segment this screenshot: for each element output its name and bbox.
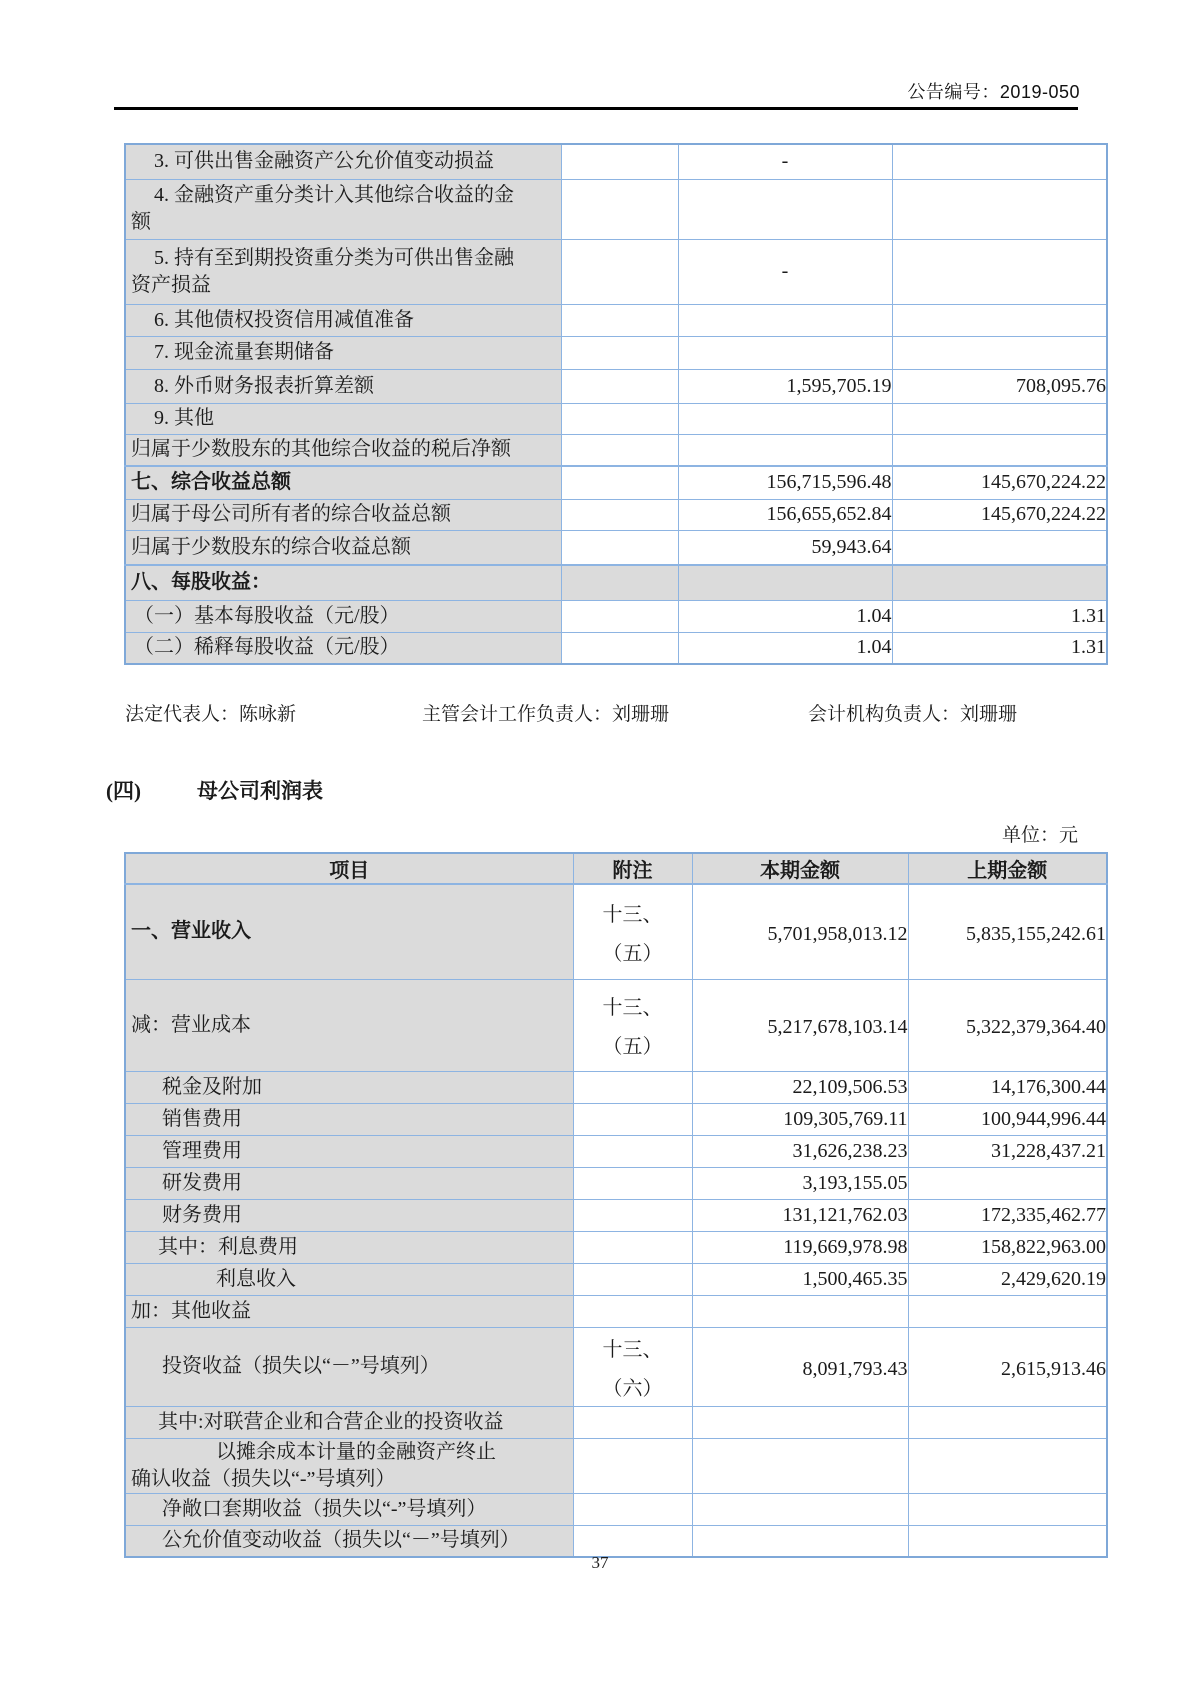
table-row [125, 1103, 1107, 1135]
cell-prior-amount [908, 1406, 1107, 1438]
cell-current-amount: 5,217,678,103.14 [692, 979, 908, 1071]
cell-prior-amount: 1.31 [892, 632, 1107, 664]
cell-item-label: 归属于少数股东的综合收益总额 [125, 530, 561, 565]
cell-item-label: 利息收入 [125, 1263, 573, 1295]
cell-item-label: 税金及附加 [125, 1071, 573, 1103]
comprehensive-income-table [124, 143, 1108, 665]
cell-prior-amount [908, 1295, 1107, 1327]
table-row [125, 530, 1107, 565]
cell-note [573, 1135, 692, 1167]
table-row [125, 1295, 1107, 1327]
cell-note [561, 499, 678, 530]
table-row [125, 144, 1107, 179]
cell-item-label: 以摊余成本计量的金融资产终止 确认收益（损失以“-”号填列） [125, 1438, 573, 1493]
cell-prior-amount [892, 239, 1107, 304]
cell-prior-amount [892, 304, 1107, 336]
cell-note [573, 1493, 692, 1525]
table-header-row [125, 853, 1107, 884]
chief-accounting-officer: 主管会计工作负责人：刘珊珊 [422, 704, 670, 725]
cell-current-amount: 1,595,705.19 [678, 369, 892, 403]
header-item: 项目 [125, 853, 573, 884]
cell-current-amount: 131,121,762.03 [692, 1199, 908, 1231]
cell-current-amount: 156,715,596.48 [678, 466, 892, 499]
header-prior-amount: 上期金额 [908, 853, 1107, 884]
cell-note [573, 1438, 692, 1493]
table-row [125, 1071, 1107, 1103]
cell-prior-amount [892, 565, 1107, 600]
cell-note [573, 1199, 692, 1231]
cell-current-amount [678, 565, 892, 600]
cell-note [561, 336, 678, 369]
cell-current-amount: 22,109,506.53 [692, 1071, 908, 1103]
cell-current-amount [692, 1406, 908, 1438]
table-row [125, 336, 1107, 369]
cell-item-label: （一）基本每股收益（元/股） [125, 600, 561, 632]
cell-prior-amount: 2,615,913.46 [908, 1327, 1107, 1406]
parent-company-income-statement-table [124, 852, 1108, 1558]
cell-note [561, 632, 678, 664]
table-row [125, 1327, 1107, 1406]
header-current-amount: 本期金额 [692, 853, 908, 884]
cell-current-amount: 156,655,652.84 [678, 499, 892, 530]
table-row [125, 434, 1107, 466]
cell-prior-amount: 14,176,300.44 [908, 1071, 1107, 1103]
signature-line [0, 699, 1200, 725]
cell-current-amount: 1.04 [678, 600, 892, 632]
cell-prior-amount: 172,335,462.77 [908, 1199, 1107, 1231]
section-title [106, 775, 323, 805]
cell-prior-amount [892, 434, 1107, 466]
cell-note: 十三、 （五） [573, 884, 692, 979]
cell-prior-amount [892, 144, 1107, 179]
cell-current-amount [692, 1493, 908, 1525]
cell-note [561, 530, 678, 565]
cell-item-label: 研发费用 [125, 1167, 573, 1199]
cell-item-label: 管理费用 [125, 1135, 573, 1167]
table-row [125, 179, 1107, 239]
cell-current-amount [678, 179, 892, 239]
table-row [125, 884, 1107, 979]
cell-note [561, 565, 678, 600]
cell-note [573, 1406, 692, 1438]
cell-prior-amount [892, 403, 1107, 434]
cell-note [561, 179, 678, 239]
cell-note [573, 1295, 692, 1327]
cell-note [561, 600, 678, 632]
cell-note [561, 239, 678, 304]
cell-current-amount: - [678, 144, 892, 179]
cell-item-label: 公允价值变动收益（损失以“－”号填列） [125, 1525, 573, 1557]
unit-label: 单位：元 [1001, 825, 1078, 846]
cell-prior-amount: 5,322,379,364.40 [908, 979, 1107, 1071]
table-row [125, 403, 1107, 434]
cell-current-amount [678, 336, 892, 369]
table-row [125, 1406, 1107, 1438]
cell-prior-amount [908, 1167, 1107, 1199]
cell-prior-amount: 708,095.76 [892, 369, 1107, 403]
cell-current-amount: 59,943.64 [678, 530, 892, 565]
cell-note [561, 369, 678, 403]
cell-item-label: 销售费用 [125, 1103, 573, 1135]
cell-item-label: 七、综合收益总额 [125, 466, 561, 499]
table-row [125, 979, 1107, 1071]
cell-prior-amount: 145,670,224.22 [892, 466, 1107, 499]
cell-item-label: 归属于少数股东的其他综合收益的税后净额 [125, 434, 561, 466]
cell-note [573, 1231, 692, 1263]
cell-note [561, 403, 678, 434]
table-row [125, 1263, 1107, 1295]
table-row [125, 1167, 1107, 1199]
cell-current-amount [678, 434, 892, 466]
cell-prior-amount: 2,429,620.19 [908, 1263, 1107, 1295]
cell-item-label: 9. 其他 [125, 403, 561, 434]
cell-item-label: 3. 可供出售金融资产公允价值变动损益 [125, 144, 561, 179]
cell-item-label: 归属于母公司所有者的综合收益总额 [125, 499, 561, 530]
accounting-dept-head: 会计机构负责人：刘珊珊 [808, 704, 1018, 725]
table-row [125, 239, 1107, 304]
table-row [125, 499, 1107, 530]
cell-current-amount: 31,626,238.23 [692, 1135, 908, 1167]
legal-representative: 法定代表人：陈咏新 [125, 704, 297, 725]
cell-prior-amount [892, 336, 1107, 369]
cell-item-label: 一、营业收入 [125, 884, 573, 979]
cell-prior-amount: 5,835,155,242.61 [908, 884, 1107, 979]
cell-note [573, 1071, 692, 1103]
cell-item-label: 财务费用 [125, 1199, 573, 1231]
cell-prior-amount [908, 1493, 1107, 1525]
table-row [125, 466, 1107, 499]
cell-note [561, 304, 678, 336]
cell-note [561, 144, 678, 179]
cell-current-amount [692, 1438, 908, 1493]
header-divider [114, 107, 1078, 110]
cell-item-label: 7. 现金流量套期储备 [125, 336, 561, 369]
cell-prior-amount [892, 530, 1107, 565]
cell-item-label: 净敞口套期收益（损失以“-”号填列） [125, 1493, 573, 1525]
table-row [125, 1493, 1107, 1525]
table-row [125, 565, 1107, 600]
cell-prior-amount: 158,822,963.00 [908, 1231, 1107, 1263]
cell-prior-amount [892, 179, 1107, 239]
table-row [125, 1438, 1107, 1493]
cell-note [573, 1167, 692, 1199]
cell-prior-amount: 31,228,437.21 [908, 1135, 1107, 1167]
header-note: 附注 [573, 853, 692, 884]
cell-note: 十三、 （六） [573, 1327, 692, 1406]
table-row [125, 369, 1107, 403]
doc-number: 公告编号：2019-050 [907, 82, 1080, 102]
section-number: (四) [106, 779, 141, 803]
cell-note [561, 466, 678, 499]
table-row [125, 1135, 1107, 1167]
cell-item-label: 投资收益（损失以“－”号填列） [125, 1327, 573, 1406]
table-row [125, 304, 1107, 336]
cell-current-amount [678, 403, 892, 434]
cell-prior-amount: 1.31 [892, 600, 1107, 632]
cell-current-amount: 109,305,769.11 [692, 1103, 908, 1135]
cell-prior-amount [908, 1438, 1107, 1493]
cell-note [573, 1263, 692, 1295]
cell-current-amount: 1.04 [678, 632, 892, 664]
cell-item-label: 其中:对联营企业和合营企业的投资收益 [125, 1406, 573, 1438]
cell-current-amount [678, 304, 892, 336]
cell-item-label: 5. 持有至到期投资重分类为可供出售金融 资产损益 [125, 239, 561, 304]
cell-note [561, 434, 678, 466]
cell-item-label: 加：其他收益 [125, 1295, 573, 1327]
cell-item-label: 八、每股收益： [125, 565, 561, 600]
cell-prior-amount: 145,670,224.22 [892, 499, 1107, 530]
table-row [125, 1199, 1107, 1231]
table-row [125, 632, 1107, 664]
cell-item-label: 其中：利息费用 [125, 1231, 573, 1263]
cell-current-amount: 1,500,465.35 [692, 1263, 908, 1295]
page-number: 37 [591, 1553, 609, 1572]
cell-current-amount: - [678, 239, 892, 304]
cell-item-label: （二）稀释每股收益（元/股） [125, 632, 561, 664]
cell-note [573, 1103, 692, 1135]
cell-item-label: 8. 外币财务报表折算差额 [125, 369, 561, 403]
cell-note: 十三、 （五） [573, 979, 692, 1071]
cell-current-amount: 5,701,958,013.12 [692, 884, 908, 979]
section-title-text: 母公司利润表 [197, 779, 323, 803]
cell-prior-amount: 100,944,996.44 [908, 1103, 1107, 1135]
cell-current-amount [692, 1295, 908, 1327]
cell-item-label: 4. 金融资产重分类计入其他综合收益的金 额 [125, 179, 561, 239]
table-row [125, 1231, 1107, 1263]
cell-current-amount: 3,193,155.05 [692, 1167, 908, 1199]
table-row [125, 600, 1107, 632]
cell-current-amount: 8,091,793.43 [692, 1327, 908, 1406]
cell-item-label: 减：营业成本 [125, 979, 573, 1071]
cell-item-label: 6. 其他债权投资信用减值准备 [125, 304, 561, 336]
cell-current-amount: 119,669,978.98 [692, 1231, 908, 1263]
